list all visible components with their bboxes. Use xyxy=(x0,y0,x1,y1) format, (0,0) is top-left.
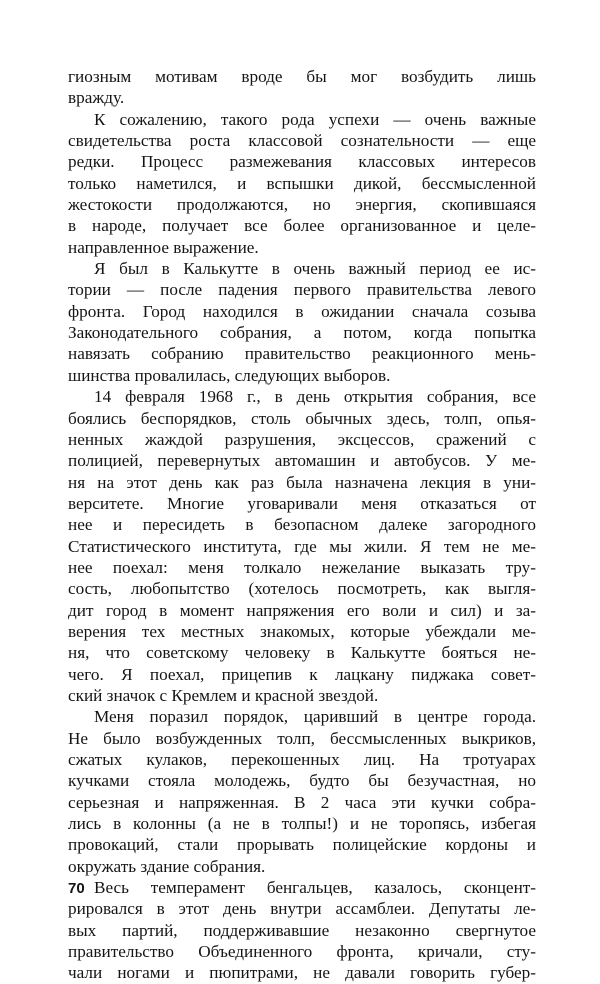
text-line: ский значок с Кремлем и красной звездой. xyxy=(68,685,379,705)
text-line: ненных жаждой разрушения, эксцессов, сражений с xyxy=(68,429,536,449)
text-line: верситете. Многие уговаривали меня отказаться от xyxy=(68,493,536,513)
text-line: гиозным мотивам вроде бы мог возбудить лишь xyxy=(68,67,536,86)
text-line: Весь темперамент бенгальцев, казалось, сконцент- xyxy=(94,878,536,898)
text-line: нее и пересидеть в безопасном далеке загородного xyxy=(68,515,536,535)
text-line: шинства провалилась, следующих выборов. xyxy=(68,365,391,385)
text-line: нее поехал: меня толкало нежелание выказать тру- xyxy=(68,557,536,577)
text-line: Статистического института, где мы жили. Я тем не ме- xyxy=(68,536,536,556)
text-line: К сожалению, такого рода успехи — очень важные xyxy=(94,109,536,129)
text-line: серьезная и напряженная. В 2 часа эти кучки собра- xyxy=(68,792,536,812)
text-line: рировался в этот день внутри ассамблеи. Депутаты ле- xyxy=(68,899,536,919)
text-line: чего. Я поехал, прицепив к лацкану пиджака совет- xyxy=(68,664,536,684)
text-line: в народе, получает все более организованное и целе- xyxy=(68,216,536,236)
text-line: лись в колонны (а не в толпы!) и не торопясь, избегая xyxy=(68,814,536,834)
text-line: тории — после падения первого правительства левого xyxy=(68,280,536,300)
text-line: Я был в Калькутте в очень важный период ее ис- xyxy=(94,259,536,279)
body-text xyxy=(68,66,536,984)
text-line: вых партий, поддерживавшие незаконно свергнутое xyxy=(68,920,536,940)
text-line: фронта. Город находился в ожидании сначала созыва xyxy=(68,301,536,321)
text-line: дит город в момент напряжения его воли и сил) и за- xyxy=(68,600,536,620)
text-line: кучками стояла молодежь, будто бы безучастная, но xyxy=(68,771,536,791)
text-line: свидетельства роста классовой сознательности — еще xyxy=(68,131,536,151)
text-line: провокаций, стали прорывать полицейские кордоны и xyxy=(68,835,536,855)
text-line: Не было возбужденных толп, бессмысленных выкриков, xyxy=(68,728,536,748)
text-line: чали ногами и пюпитрами, не давали говорить губер- xyxy=(68,963,536,983)
text-line: полицией, перевернутых автомашин и автобусов. У ме- xyxy=(68,451,536,471)
text-line: Законодательного собрания, а потом, когда попытка xyxy=(68,323,536,343)
text-line: окружать здание собрания. xyxy=(68,856,266,876)
text-line: Меня поразил порядок, царивший в центре города. xyxy=(94,707,536,727)
text-line: правительство Объединенного фронта, кричали, сту- xyxy=(68,942,536,962)
text-line: направленное выражение. xyxy=(68,237,259,257)
text-line: жестокости продолжаются, но энергия, скопившаяся xyxy=(68,195,536,215)
text-line: ня на этот день как раз была назначена лекция в уни- xyxy=(68,472,536,492)
text-line: верения тех местных знакомых, которые убеждали ме- xyxy=(68,621,536,641)
text-line: сжатых кулаков, перекошенных лиц. На тротуарах xyxy=(68,750,536,769)
text-line: боялись беспорядков, столь обычных здесь, толп, опья- xyxy=(68,408,536,428)
text-line: вражду. xyxy=(68,88,125,108)
text-line: навязать собранию правительство реакционного мень- xyxy=(68,344,536,364)
text-line: сость, любопытство (хотелось посмотреть, как выгля- xyxy=(68,579,536,599)
text-line: только наметился, и вспышки дикой, бессмысленной xyxy=(68,173,536,193)
text-line: редки. Процесс размежевания классовых интересов xyxy=(68,152,536,172)
text-line: ня, что советскому человеку в Калькутте бояться не- xyxy=(68,643,536,663)
page-number: 70 xyxy=(68,880,85,897)
text-line: 14 февраля 1968 г., в день открытия собрания, все xyxy=(94,387,536,407)
